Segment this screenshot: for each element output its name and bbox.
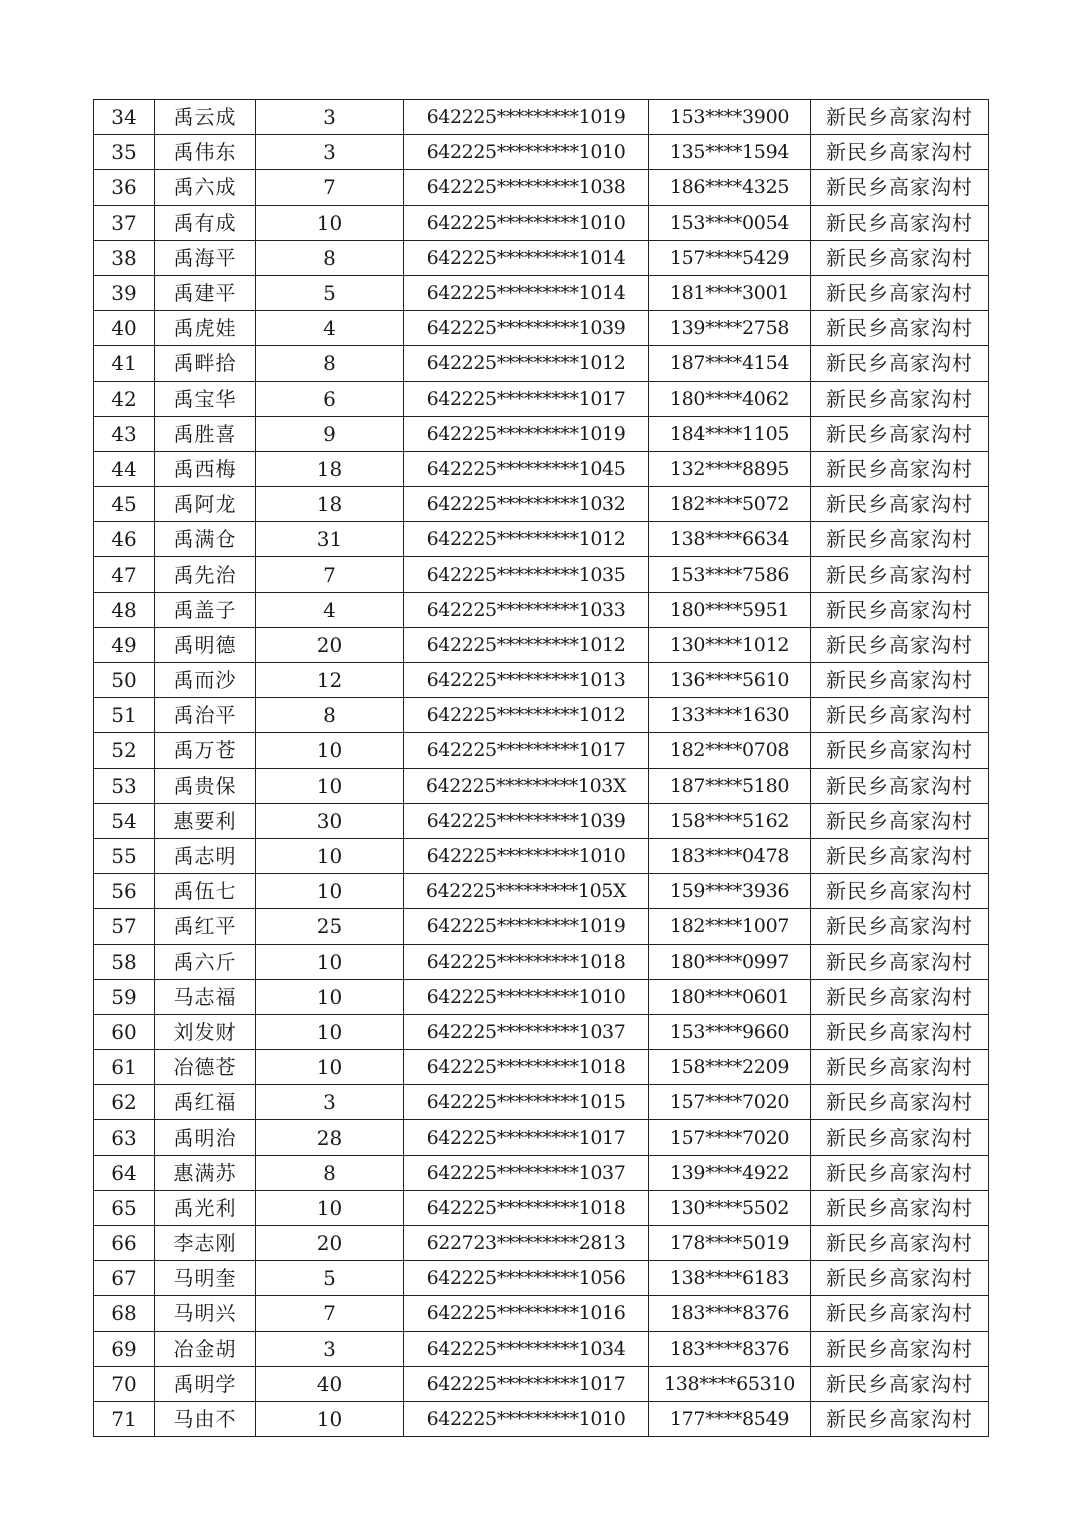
quantity-cell: 3 [256,1331,404,1366]
phone-cell: 183****8376 [649,1296,811,1331]
quantity-cell: 10 [256,768,404,803]
quantity-cell: 8 [256,1155,404,1190]
row-number-cell: 56 [94,874,155,909]
id-number-cell: 642225*********1010 [404,979,649,1014]
table-row [94,838,989,873]
phone-cell: 182****0708 [649,733,811,768]
phone-cell: 183****0478 [649,838,811,873]
id-number-cell: 642225*********1012 [404,627,649,662]
phone-cell: 178****5019 [649,1226,811,1261]
phone-cell: 181****3001 [649,275,811,310]
address-cell: 新民乡高家沟村 [811,1120,989,1155]
phone-cell: 159****3936 [649,874,811,909]
quantity-cell: 5 [256,275,404,310]
row-number-cell: 44 [94,451,155,486]
id-number-cell: 642225*********1039 [404,803,649,838]
id-number-cell: 642225*********1045 [404,451,649,486]
address-cell: 新民乡高家沟村 [811,874,989,909]
quantity-cell: 7 [256,1296,404,1331]
name-cell: 禹红平 [155,909,256,944]
phone-cell: 133****1630 [649,698,811,733]
phone-cell: 186****4325 [649,170,811,205]
table-row [94,1085,989,1120]
quantity-cell: 10 [256,1014,404,1049]
name-cell: 禹宝华 [155,381,256,416]
id-number-cell: 642225*********1017 [404,1366,649,1401]
row-number-cell: 53 [94,768,155,803]
quantity-cell: 5 [256,1261,404,1296]
table-row [94,1226,989,1261]
quantity-cell: 40 [256,1366,404,1401]
phone-cell: 182****5072 [649,487,811,522]
table-row [94,1401,989,1436]
quantity-cell: 8 [256,698,404,733]
row-number-cell: 45 [94,487,155,522]
name-cell: 刘发财 [155,1014,256,1049]
address-cell: 新民乡高家沟村 [811,592,989,627]
address-cell: 新民乡高家沟村 [811,1261,989,1296]
registry-table-body [94,100,989,1437]
phone-cell: 180****4062 [649,381,811,416]
quantity-cell: 10 [256,733,404,768]
row-number-cell: 38 [94,240,155,275]
table-row [94,944,989,979]
phone-cell: 180****0997 [649,944,811,979]
id-number-cell: 642225*********1037 [404,1014,649,1049]
quantity-cell: 7 [256,557,404,592]
row-number-cell: 69 [94,1331,155,1366]
phone-cell: 153****9660 [649,1014,811,1049]
id-number-cell: 642225*********1015 [404,1085,649,1120]
id-number-cell: 642225*********1017 [404,1120,649,1155]
address-cell: 新民乡高家沟村 [811,100,989,135]
table-row [94,663,989,698]
id-number-cell: 642225*********1018 [404,1190,649,1225]
name-cell: 禹胜喜 [155,416,256,451]
address-cell: 新民乡高家沟村 [811,838,989,873]
row-number-cell: 46 [94,522,155,557]
name-cell: 禹畔拾 [155,346,256,381]
address-cell: 新民乡高家沟村 [811,1050,989,1085]
quantity-cell: 4 [256,311,404,346]
table-row [94,592,989,627]
phone-cell: 135****1594 [649,135,811,170]
quantity-cell: 20 [256,627,404,662]
address-cell: 新民乡高家沟村 [811,627,989,662]
row-number-cell: 50 [94,663,155,698]
quantity-cell: 10 [256,205,404,240]
row-number-cell: 67 [94,1261,155,1296]
table-row [94,909,989,944]
row-number-cell: 54 [94,803,155,838]
table-row [94,381,989,416]
row-number-cell: 60 [94,1014,155,1049]
name-cell: 禹有成 [155,205,256,240]
name-cell: 禹红福 [155,1085,256,1120]
phone-cell: 130****1012 [649,627,811,662]
quantity-cell: 7 [256,170,404,205]
table-row [94,1120,989,1155]
row-number-cell: 49 [94,627,155,662]
row-number-cell: 64 [94,1155,155,1190]
row-number-cell: 51 [94,698,155,733]
table-row [94,451,989,486]
address-cell: 新民乡高家沟村 [811,522,989,557]
row-number-cell: 47 [94,557,155,592]
phone-cell: 153****0054 [649,205,811,240]
phone-cell: 153****3900 [649,100,811,135]
id-number-cell: 642225*********1010 [404,1401,649,1436]
row-number-cell: 36 [94,170,155,205]
name-cell: 禹治平 [155,698,256,733]
id-number-cell: 642225*********105X [404,874,649,909]
id-number-cell: 642225*********1012 [404,522,649,557]
phone-cell: 138****65310 [649,1366,811,1401]
table-row [94,1050,989,1085]
quantity-cell: 10 [256,979,404,1014]
row-number-cell: 43 [94,416,155,451]
address-cell: 新民乡高家沟村 [811,311,989,346]
name-cell: 李志刚 [155,1226,256,1261]
table-row [94,311,989,346]
id-number-cell: 642225*********1034 [404,1331,649,1366]
address-cell: 新民乡高家沟村 [811,557,989,592]
table-row [94,416,989,451]
id-number-cell: 642225*********1035 [404,557,649,592]
address-cell: 新民乡高家沟村 [811,1155,989,1190]
row-number-cell: 62 [94,1085,155,1120]
address-cell: 新民乡高家沟村 [811,1190,989,1225]
row-number-cell: 57 [94,909,155,944]
name-cell: 马志福 [155,979,256,1014]
table-row [94,1331,989,1366]
table-row [94,205,989,240]
table-row [94,100,989,135]
name-cell: 禹志明 [155,838,256,873]
name-cell: 禹明学 [155,1366,256,1401]
row-number-cell: 52 [94,733,155,768]
row-number-cell: 66 [94,1226,155,1261]
row-number-cell: 59 [94,979,155,1014]
quantity-cell: 8 [256,240,404,275]
name-cell: 禹海平 [155,240,256,275]
quantity-cell: 10 [256,874,404,909]
address-cell: 新民乡高家沟村 [811,909,989,944]
address-cell: 新民乡高家沟村 [811,135,989,170]
address-cell: 新民乡高家沟村 [811,170,989,205]
table-row [94,733,989,768]
id-number-cell: 642225*********1037 [404,1155,649,1190]
name-cell: 禹伍七 [155,874,256,909]
name-cell: 惠满苏 [155,1155,256,1190]
phone-cell: 132****8895 [649,451,811,486]
id-number-cell: 642225*********1010 [404,205,649,240]
quantity-cell: 6 [256,381,404,416]
table-row [94,135,989,170]
quantity-cell: 9 [256,416,404,451]
row-number-cell: 41 [94,346,155,381]
name-cell: 马由不 [155,1401,256,1436]
quantity-cell: 31 [256,522,404,557]
phone-cell: 138****6183 [649,1261,811,1296]
address-cell: 新民乡高家沟村 [811,803,989,838]
id-number-cell: 642225*********1019 [404,100,649,135]
quantity-cell: 18 [256,487,404,522]
table-row [94,803,989,838]
name-cell: 禹明治 [155,1120,256,1155]
id-number-cell: 642225*********1012 [404,346,649,381]
quantity-cell: 3 [256,100,404,135]
table-row [94,698,989,733]
name-cell: 禹贵保 [155,768,256,803]
address-cell: 新民乡高家沟村 [811,1014,989,1049]
table-row [94,1014,989,1049]
quantity-cell: 4 [256,592,404,627]
address-cell: 新民乡高家沟村 [811,663,989,698]
name-cell: 惠要利 [155,803,256,838]
phone-cell: 183****8376 [649,1331,811,1366]
row-number-cell: 63 [94,1120,155,1155]
name-cell: 马明兴 [155,1296,256,1331]
phone-cell: 184****1105 [649,416,811,451]
table-row [94,275,989,310]
phone-cell: 177****8549 [649,1401,811,1436]
phone-cell: 187****4154 [649,346,811,381]
phone-cell: 153****7586 [649,557,811,592]
name-cell: 禹六斤 [155,944,256,979]
phone-cell: 180****0601 [649,979,811,1014]
quantity-cell: 18 [256,451,404,486]
row-number-cell: 37 [94,205,155,240]
name-cell: 禹盖子 [155,592,256,627]
quantity-cell: 20 [256,1226,404,1261]
table-row [94,768,989,803]
quantity-cell: 3 [256,135,404,170]
id-number-cell: 642225*********1014 [404,240,649,275]
phone-cell: 187****5180 [649,768,811,803]
quantity-cell: 10 [256,1401,404,1436]
name-cell: 冶金胡 [155,1331,256,1366]
name-cell: 禹万苍 [155,733,256,768]
address-cell: 新民乡高家沟村 [811,1085,989,1120]
address-cell: 新民乡高家沟村 [811,1296,989,1331]
name-cell: 禹西梅 [155,451,256,486]
name-cell: 禹光利 [155,1190,256,1225]
phone-cell: 157****5429 [649,240,811,275]
row-number-cell: 42 [94,381,155,416]
address-cell: 新民乡高家沟村 [811,275,989,310]
phone-cell: 158****2209 [649,1050,811,1085]
id-number-cell: 642225*********1056 [404,1261,649,1296]
row-number-cell: 35 [94,135,155,170]
table-row [94,1296,989,1331]
row-number-cell: 70 [94,1366,155,1401]
name-cell: 马明奎 [155,1261,256,1296]
address-cell: 新民乡高家沟村 [811,205,989,240]
id-number-cell: 642225*********1038 [404,170,649,205]
name-cell: 禹明德 [155,627,256,662]
id-number-cell: 642225*********1014 [404,275,649,310]
phone-cell: 136****5610 [649,663,811,698]
row-number-cell: 61 [94,1050,155,1085]
id-number-cell: 642225*********1032 [404,487,649,522]
table-row [94,627,989,662]
phone-cell: 138****6634 [649,522,811,557]
table-row [94,979,989,1014]
name-cell: 禹虎娃 [155,311,256,346]
row-number-cell: 68 [94,1296,155,1331]
phone-cell: 130****5502 [649,1190,811,1225]
id-number-cell: 642225*********1017 [404,733,649,768]
quantity-cell: 25 [256,909,404,944]
table-row [94,1366,989,1401]
id-number-cell: 642225*********1018 [404,1050,649,1085]
address-cell: 新民乡高家沟村 [811,487,989,522]
name-cell: 禹伟东 [155,135,256,170]
row-number-cell: 40 [94,311,155,346]
id-number-cell: 622723*********2813 [404,1226,649,1261]
phone-cell: 182****1007 [649,909,811,944]
row-number-cell: 39 [94,275,155,310]
row-number-cell: 55 [94,838,155,873]
id-number-cell: 642225*********1017 [404,381,649,416]
table-row [94,1155,989,1190]
address-cell: 新民乡高家沟村 [811,1331,989,1366]
name-cell: 禹满仓 [155,522,256,557]
table-row [94,240,989,275]
registry-table [93,99,989,1437]
address-cell: 新民乡高家沟村 [811,698,989,733]
address-cell: 新民乡高家沟村 [811,944,989,979]
address-cell: 新民乡高家沟村 [811,1226,989,1261]
phone-cell: 139****2758 [649,311,811,346]
phone-cell: 157****7020 [649,1085,811,1120]
address-cell: 新民乡高家沟村 [811,979,989,1014]
row-number-cell: 48 [94,592,155,627]
quantity-cell: 12 [256,663,404,698]
quantity-cell: 10 [256,944,404,979]
quantity-cell: 10 [256,1050,404,1085]
id-number-cell: 642225*********1039 [404,311,649,346]
id-number-cell: 642225*********1019 [404,909,649,944]
address-cell: 新民乡高家沟村 [811,240,989,275]
id-number-cell: 642225*********1012 [404,698,649,733]
address-cell: 新民乡高家沟村 [811,1366,989,1401]
row-number-cell: 58 [94,944,155,979]
id-number-cell: 642225*********1016 [404,1296,649,1331]
quantity-cell: 28 [256,1120,404,1155]
address-cell: 新民乡高家沟村 [811,451,989,486]
id-number-cell: 642225*********1010 [404,838,649,873]
id-number-cell: 642225*********1033 [404,592,649,627]
quantity-cell: 10 [256,838,404,873]
phone-cell: 139****4922 [649,1155,811,1190]
row-number-cell: 71 [94,1401,155,1436]
quantity-cell: 10 [256,1190,404,1225]
id-number-cell: 642225*********103X [404,768,649,803]
name-cell: 禹先治 [155,557,256,592]
id-number-cell: 642225*********1010 [404,135,649,170]
table-row [94,1190,989,1225]
id-number-cell: 642225*********1018 [404,944,649,979]
id-number-cell: 642225*********1013 [404,663,649,698]
address-cell: 新民乡高家沟村 [811,733,989,768]
name-cell: 冶德苍 [155,1050,256,1085]
address-cell: 新民乡高家沟村 [811,1401,989,1436]
table-row [94,874,989,909]
phone-cell: 157****7020 [649,1120,811,1155]
phone-cell: 180****5951 [649,592,811,627]
quantity-cell: 30 [256,803,404,838]
phone-cell: 158****5162 [649,803,811,838]
address-cell: 新民乡高家沟村 [811,381,989,416]
quantity-cell: 8 [256,346,404,381]
name-cell: 禹建平 [155,275,256,310]
row-number-cell: 34 [94,100,155,135]
table-row [94,1261,989,1296]
table-row [94,557,989,592]
address-cell: 新民乡高家沟村 [811,346,989,381]
name-cell: 禹六成 [155,170,256,205]
name-cell: 禹云成 [155,100,256,135]
quantity-cell: 3 [256,1085,404,1120]
table-row [94,170,989,205]
address-cell: 新民乡高家沟村 [811,416,989,451]
id-number-cell: 642225*********1019 [404,416,649,451]
table-row [94,346,989,381]
row-number-cell: 65 [94,1190,155,1225]
name-cell: 禹而沙 [155,663,256,698]
name-cell: 禹阿龙 [155,487,256,522]
address-cell: 新民乡高家沟村 [811,768,989,803]
table-row [94,487,989,522]
table-row [94,522,989,557]
